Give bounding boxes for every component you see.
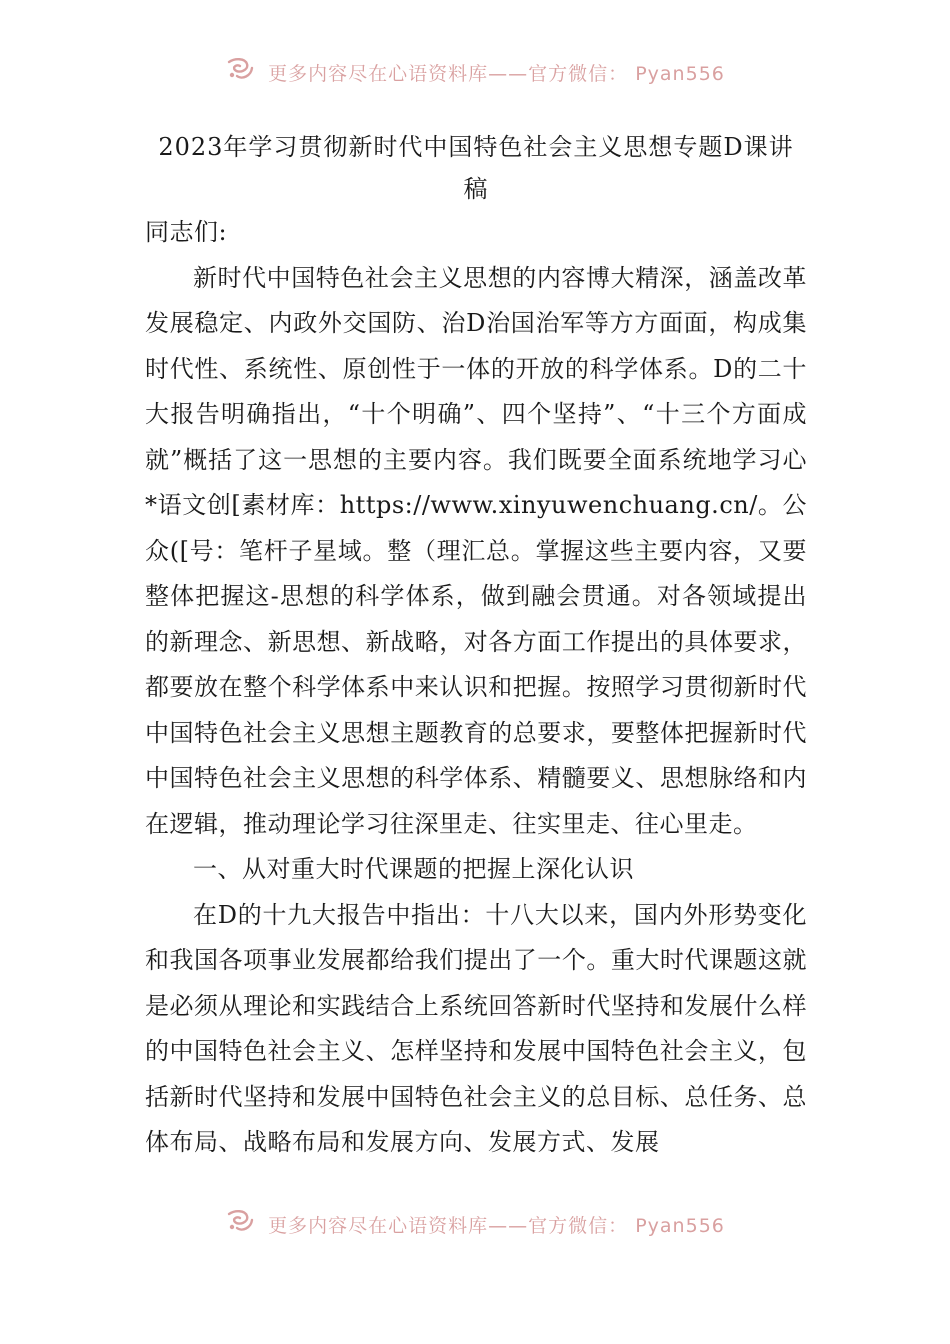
paragraph-intro: 新时代中国特色社会主义思想的内容博大精深，涵盖改革发展稳定、内政外交国防、治D治国治军等方方面面，构成集时代性、系统性、原创性于一体的开放的科学体系。D的二十大报告明确指出，“十个明确”、四个坚持”、“十三个方面成就”概括了这一思想的主要内容。我们既要全面系统地学习心*语文创[素材库：https://www.xinyuwenchuang.cn/。公众([号：笔杆子星域。整（理汇总。掌握这些主要内容，又要整体把握这-思想的科学体系，做到融会贯通。对各领域提出的新理念、新思想、新战略，对各方面工作提出的具体要求，都要放在整个科学体系中来认识和把握。按照学习贯彻新时代中国特色社会主义思想主题教育的总要求，要整体把握新时代中国特色社会主义思想的科学体系、精髓要义、思想脉络和内在逻辑，推动理论学习往深里走、往实里走、往心里走。 [145, 263, 807, 838]
watermark-banner-top [0, 56, 950, 86]
section-heading-1: 一、从对重大时代课题的把握上深化认识 [193, 855, 634, 883]
swirl-logo-icon [225, 1208, 255, 1238]
document-body [145, 126, 807, 1166]
swirl-logo-icon [225, 56, 255, 86]
paragraph-section-1: 在D的十九大报告中指出：十八大以来，国内外形势变化和我国各项事业发展都给我们提出了一个。重大时代课题这就是必须从理论和实践结合上系统回答新时代坚持和发展什么样的中国特色社会主义、怎样坚持和发展中国特色社会主义，包括新时代坚持和发展中国特色社会主义的总目标、总任务、总体布局、战略布局和发展方向、发展方式、发展 [145, 900, 807, 1156]
watermark-banner-bottom [0, 1208, 950, 1238]
watermark-text: 更多内容尽在心语资料库——官方微信： Pyan556 [268, 1214, 725, 1237]
watermark-text: 更多内容尽在心语资料库——官方微信： Pyan556 [268, 62, 725, 85]
document-title: 2023年学习贯彻新时代中国特色社会主义思想专题D课讲稿 [158, 133, 794, 203]
greeting: 同志们: [145, 218, 228, 246]
